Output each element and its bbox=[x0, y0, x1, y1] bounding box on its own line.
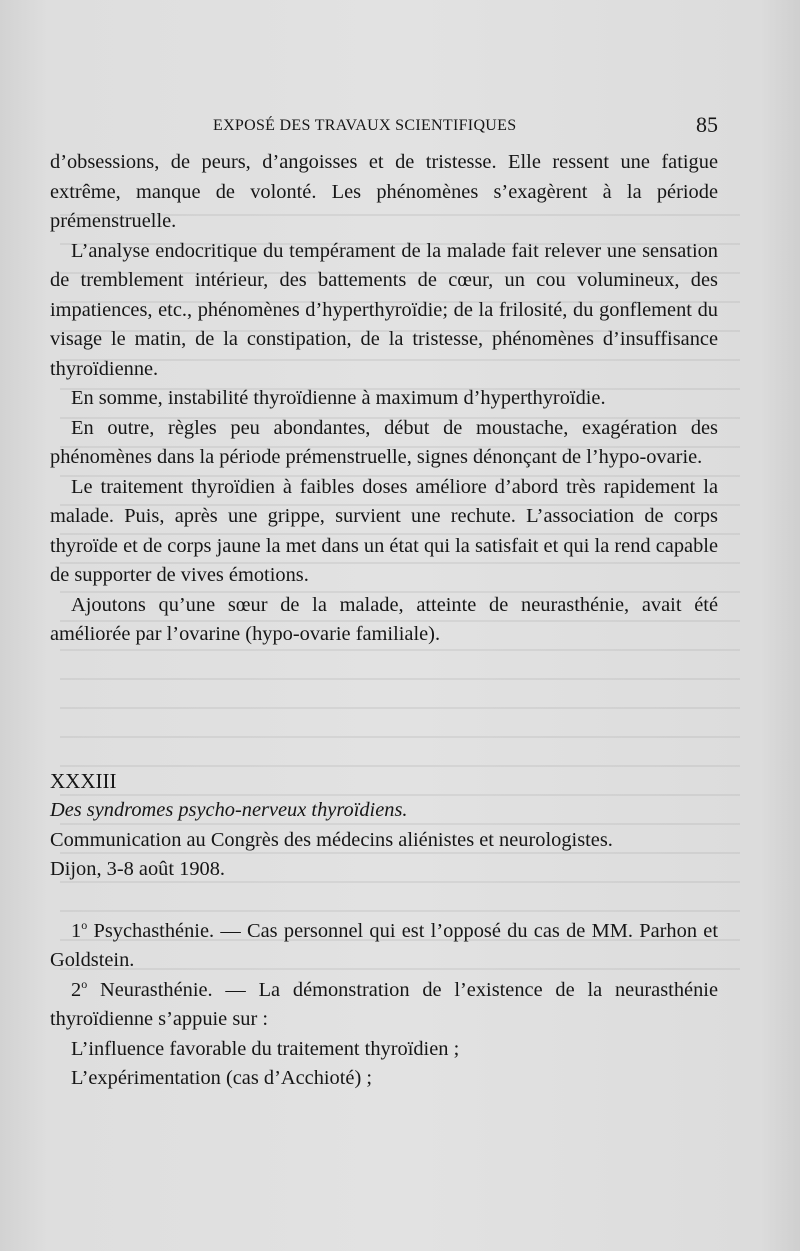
communication-date: Dijon, 3-8 août 1908. bbox=[50, 858, 226, 880]
section-title: Des syndromes psycho-nerveux thyroïdiens. bbox=[50, 799, 408, 821]
numbered-item bbox=[50, 917, 718, 976]
item-number: 1 bbox=[71, 919, 82, 942]
page-body bbox=[50, 148, 718, 1094]
section-spacer bbox=[50, 650, 718, 767]
item-text: Neurasthénie. — La démonstration de l’existence de la neurasthénie thyroïdienne s’appuie sur : bbox=[50, 978, 718, 1030]
item-ordinal-mark: o bbox=[81, 917, 88, 932]
paragraph: En somme, instabilité thyroïdienne à maximum d’hyperthyroïdie. bbox=[71, 387, 606, 409]
list-line: L’influence favorable du traitement thyroïdien ; bbox=[71, 1037, 460, 1060]
section-number: XXXIII bbox=[50, 768, 117, 793]
page-number: 85 bbox=[696, 112, 718, 137]
numbered-item bbox=[50, 976, 718, 1035]
paragraph: L’analyse endocritique du tempérament de la malade fait relever une sensation de tremblement intérieur, des battements de cœur, un cou volumineux, des impatiences, etc., phénomènes d’hyperthyroïdie; de la frilosité, du gonflement du visage le matin, de la constipation, de la tristesse, phénomènes d’insuffisance thyroïdienne. bbox=[50, 239, 718, 380]
list-line: L’expérimentation (cas d’Acchioté) ; bbox=[71, 1067, 373, 1089]
item-text: Psychasthénie. — Cas personnel qui est l’opposé du cas de MM. Parhon et Goldstein. bbox=[50, 919, 719, 971]
item-number: 2 bbox=[71, 978, 82, 1001]
running-title: EXPOSÉ DES TRAVAUX SCIENTIFIQUES bbox=[213, 117, 517, 134]
section-spacer bbox=[50, 885, 718, 917]
paragraph: En outre, règles peu abondantes, début de moustache, exagération des phénomènes dans la période prémenstruelle, signes dénonçant de l’hypo-ovarie. bbox=[50, 416, 718, 468]
communication-line: Communication au Congrès des médecins aliénistes et neurologistes. bbox=[50, 828, 613, 851]
paragraph: Ajoutons qu’une sœur de la malade, atteinte de neurasthénie, avait été améliorée par l’ovarine (hypo-ovarie familiale). bbox=[50, 593, 718, 645]
page-header bbox=[50, 112, 718, 142]
paragraph: Le traitement thyroïdien à faibles doses améliore d’abord très rapidement la malade. Puis, après une grippe, survient une rechute. L’association de corps thyroïde et de corps jaune la met dans un état qui la satisfait et qui la rend capable de supporter de vives émotions. bbox=[50, 475, 718, 586]
paragraph: d’obsessions, de peurs, d’angoisses et de tristesse. Elle ressent une fatigue extrême, manque de volonté. Les phénomènes s’exagèrent à la période prémenstruelle. bbox=[50, 151, 718, 232]
item-ordinal-mark: o bbox=[81, 976, 88, 991]
